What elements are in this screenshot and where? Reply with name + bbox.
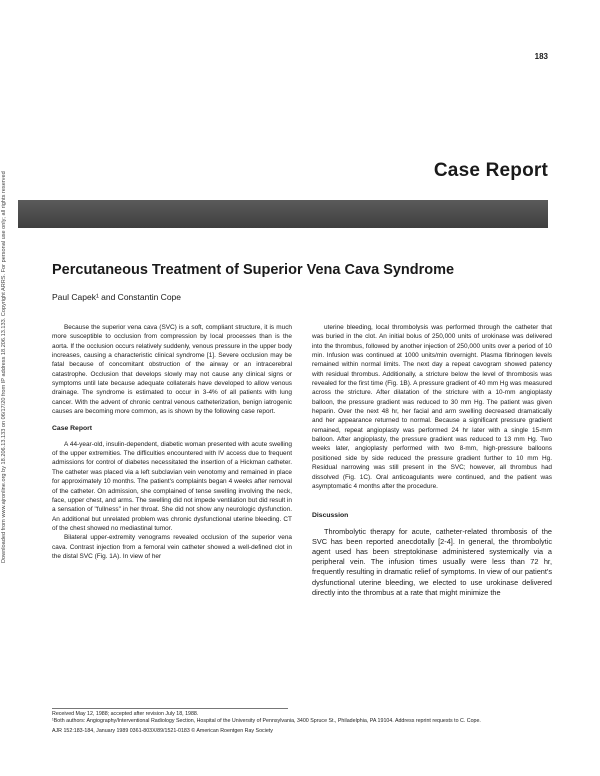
section-label: Case Report [433, 160, 548, 181]
case-paragraph: Bilateral upper-extremity venograms revealed occlusion of the superior vena cava. Contrast injection from a femoral vein catheter showed a well-defined clot in the distal SVC (Fig. 1A). In view of her [52, 534, 292, 560]
case-continued-paragraph: uterine bleeding, local thrombolysis was performed through the catheter that was buried in the clot. An initial bolus of 250,000 units of urokinase was delivered into the thrombus, followed by another injection of 250,000 units over a period of 10 min. Infusion was continued at 1000 units/min overnight. Plasma fibrinogen levels remained within normal limits. The next day a repeat cavogram showed patency with residual thrombus. Additionally, a stricture below the level of thrombosis was revealed for the first time (Fig. 1B). A pressure gradient of 40 mm Hg was measured across the stricture. After dilatation of the stricture with a 10-mm angioplasty balloon, the pressure gradient was reduced to 30 mm Hg. The patient was given heparin. Over the next 48 hr, her facial and arm swelling decreased dramatically and her appearance returned to normal. Because a significant pressure gradient remained, repeat angioplasty was performed 24 hr later with a single 15-mm balloon. After angioplasty, the pressure gradient was reduced to 13 mm Hg. Two weeks later, angioplasty performed with two 8-mm, high-pressure balloons positioned side by side reduced the pressure gradient further to 10 mm Hg. Residual narrowing was still present in the SVC; however, all thrombus had dissolved (Fig. 1C). Oral anticoagulants were continued, and the patient was asymptomatic 4 months after the procedure. [312, 324, 552, 490]
right-column [312, 323, 552, 598]
download-notice: Downloaded from www.ajronline.org by 18.206.13.133 on 06/17/20 from IP address 18.206.13.133. Copyright ARRS. For personal use only; all rights reserved [1, 171, 7, 563]
footer [52, 708, 552, 735]
left-column [52, 323, 292, 561]
affiliation-note: ¹Both authors: Angiography/Interventional Radiology Section, Hospital of the University of Pennsylvania, 3400 Spruce St., Philadelphia, PA 19104. Address reprint requests to C. Cope. [52, 718, 481, 725]
case-report-heading: Case Report [52, 425, 93, 433]
header-band [18, 200, 548, 228]
journal-citation: AJR 152:183-184, January 1989 0361-803X/89/1521-0183 © American Roentgen Ray Society [52, 727, 273, 734]
page-number: 183 [534, 52, 548, 61]
authors: Paul Capek¹ and Constantin Cope [52, 292, 181, 302]
article-title: Percutaneous Treatment of Superior Vena Cava Syndrome [52, 262, 455, 278]
discussion-paragraph: Thrombolytic therapy for acute, catheter-related thrombosis of the SVC has been reported anecdotally [2-4]. In general, the thrombolytic agent used has been streptokinase administered systemically via a peripheral vein. The infusion times usually were less than 72 hr, frequently resulting in dramatic relief of symptoms. In view of our patient's dysfunctional uterine bleeding, we elected to use urokinase delivered directly into the thrombus at a rate that might minimize the [312, 526, 552, 597]
case-paragraph: A 44-year-old, insulin-dependent, diabetic woman presented with acute swelling of the upper extremities. The difficulties encountered with IV access due to frequent admissions for control of diabetes necessitated the insertion of a Hickman catheter. The catheter was placed via a left subclavian vein venotomy and remained in place for approximately 10 months. The patient's complaints began 4 weeks after removal of the catheter. On admission, she complained of tense swelling involving the neck, face, upper chest, and arms. The swelling did not impede ventilation but did result in a sensation of "fullness" in her throat. She did not show any neurologic dysfunction. An additional but unrelated problem was chronic dysfunctional uterine bleeding. CT of the chest showed no mediastinal tumor. [52, 440, 292, 532]
footer-rule [52, 708, 288, 709]
intro-paragraph: Because the superior vena cava (SVC) is a soft, compliant structure, it is much more susceptible to occlusion from compression by local processes than is the aorta. If the occlusion occurs relatively suddenly, venous pressure in the upper body increases, causing a characteristic clinical syndrome [1]. Severe occlusion may be fatal because of concomitant obstruction of the airway or an intracerebral catastrophe. Occlusion that develops slowly may not cause any clinical signs or symptoms until late because adequate collaterals have developed to allow venous drainage. The syndrome is estimated to occur in 3-4% of all patients with lung cancer. With the advent of chronic central venous catheterization, benign iatrogenic causes are becoming more common, as is shown by the following case report. [52, 324, 292, 416]
discussion-heading: Discussion [312, 512, 349, 520]
received-note: Received May 12, 1988; accepted after revision July 18, 1988. [52, 711, 199, 717]
